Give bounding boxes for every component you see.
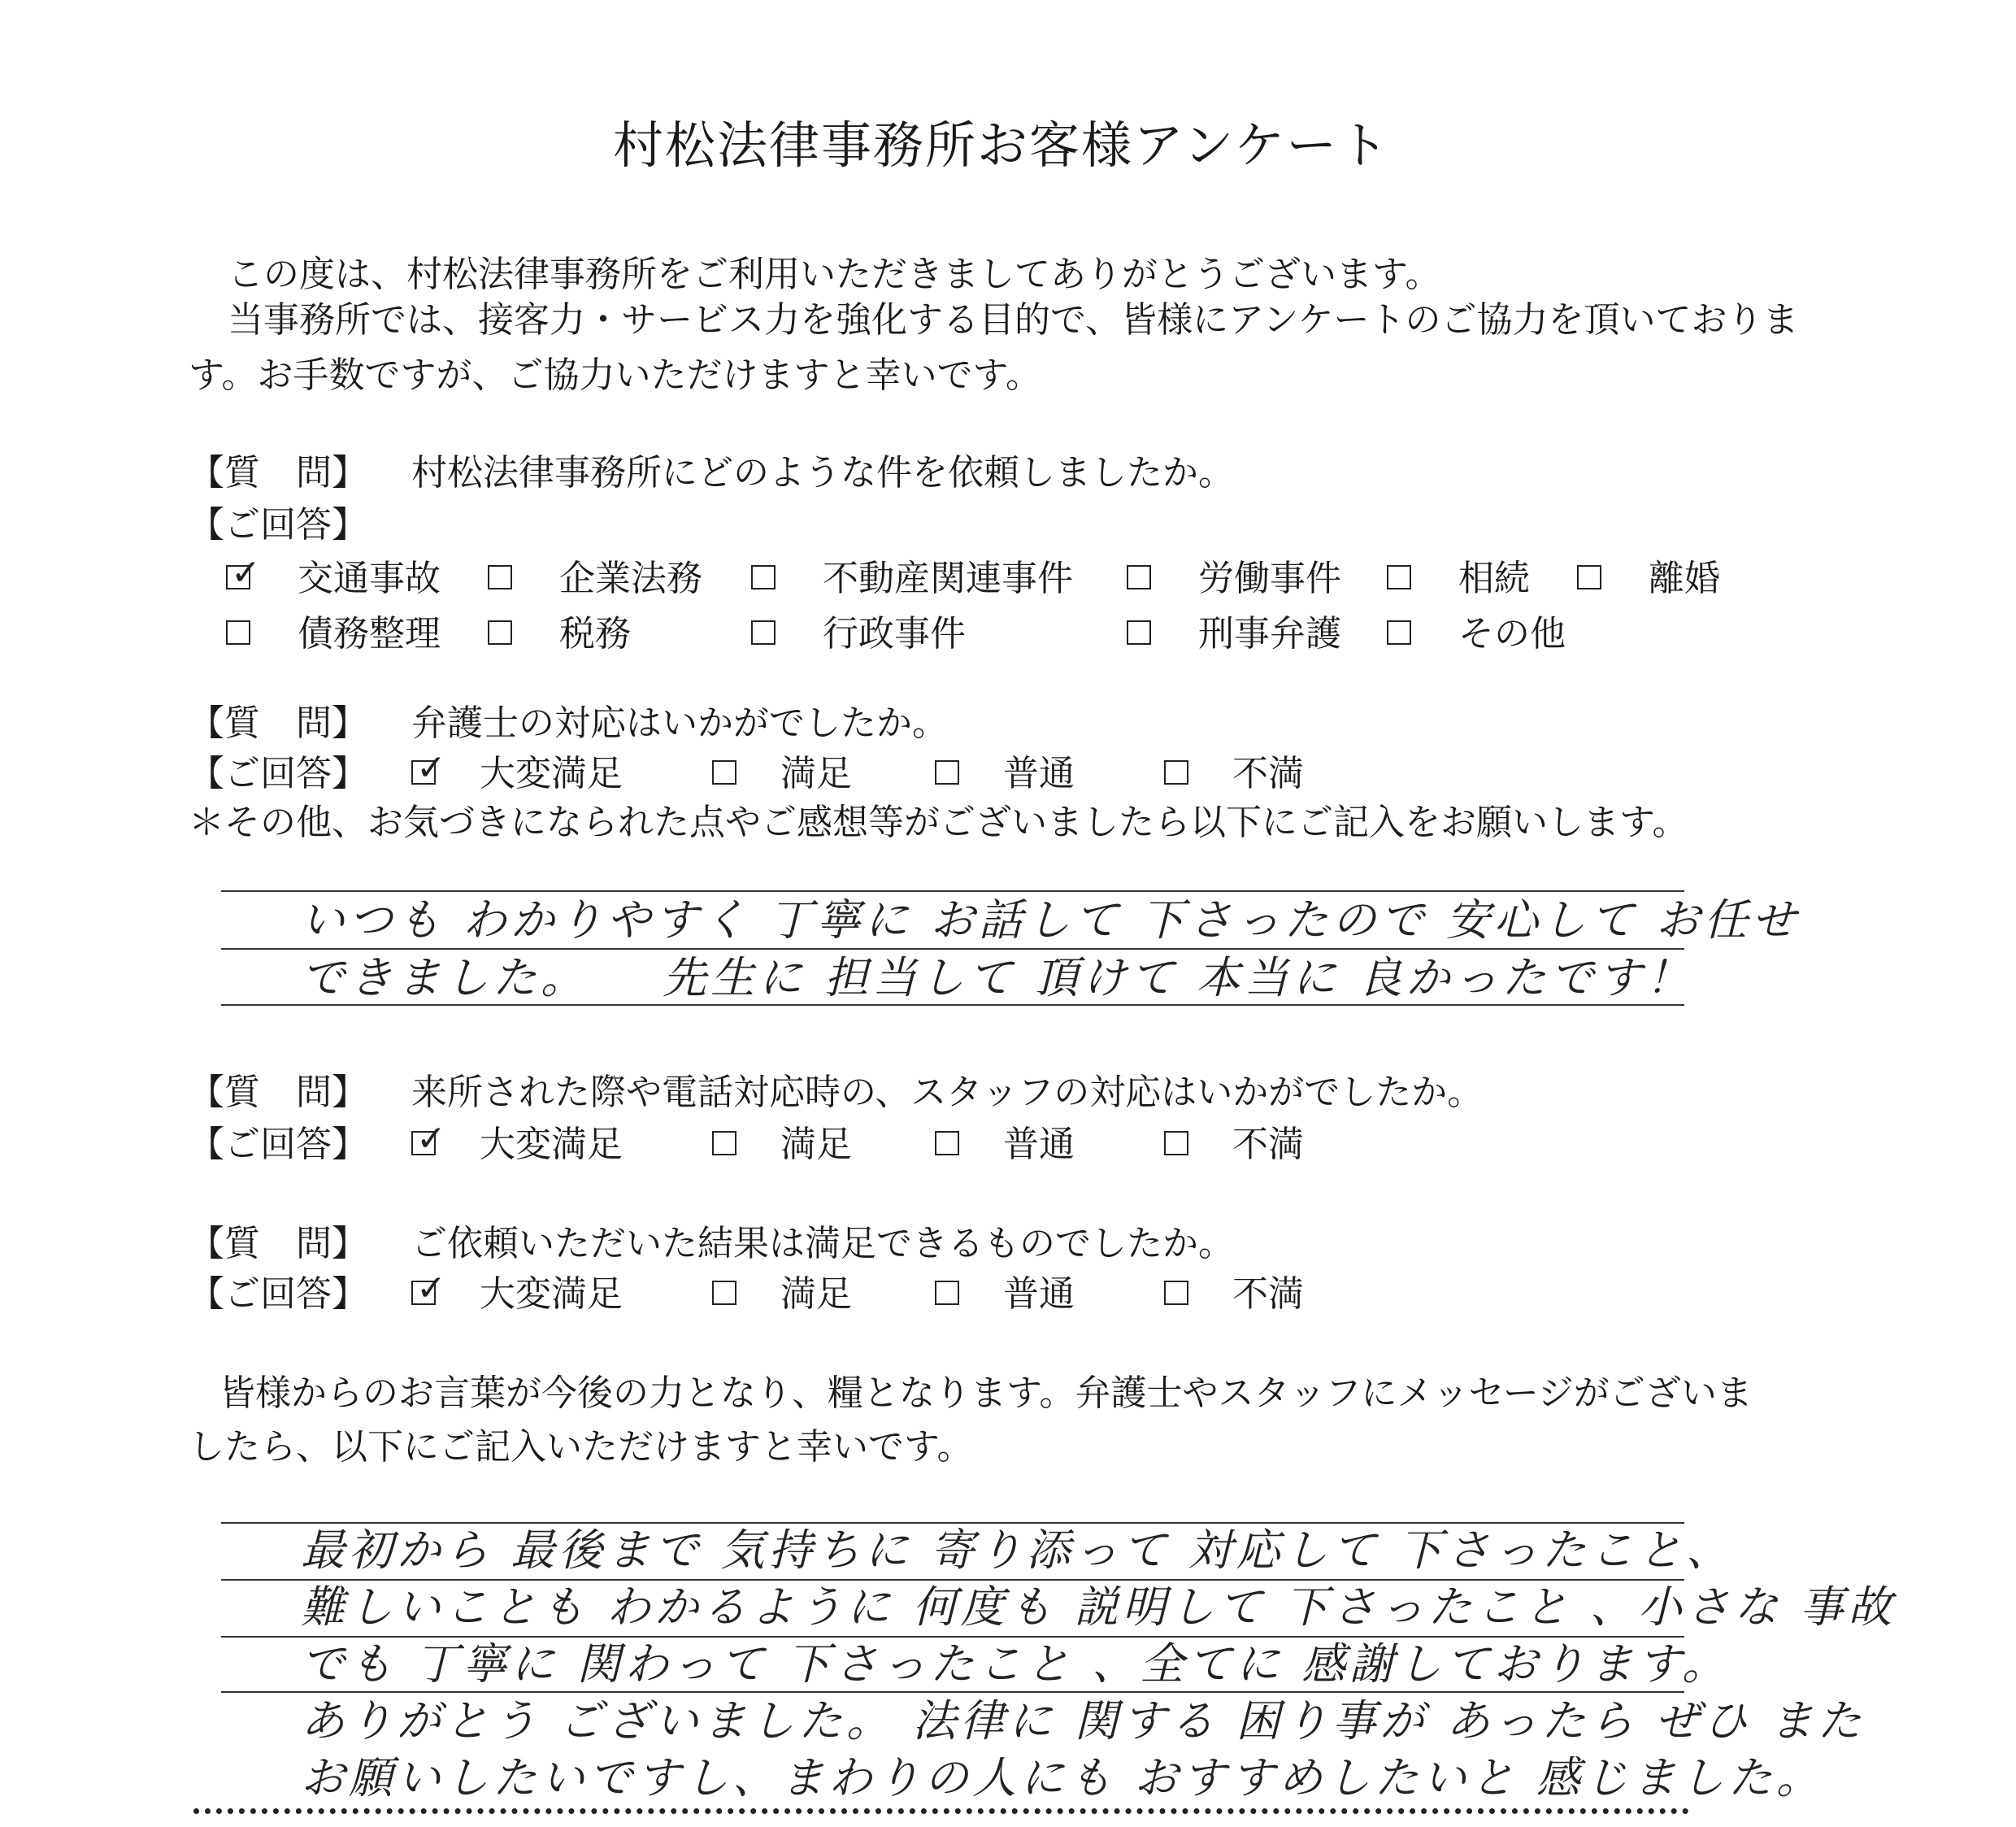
message-rule-2 — [221, 1579, 1684, 1581]
checkmark-icon: ✓ — [231, 552, 261, 594]
checkbox[interactable] — [935, 760, 959, 785]
option-label: 刑事弁護 — [1198, 613, 1341, 655]
checkbox[interactable] — [1164, 1131, 1188, 1155]
message-line-5: お願いしたいですし、まわりの人にも おすすめしたいと 感じました。 — [301, 1752, 1824, 1803]
option-label: 税務 — [559, 613, 631, 655]
q3-question-label: 【質 問】 — [189, 1072, 367, 1113]
checkmark-icon: ✓ — [416, 747, 446, 789]
q1-question-label: 【質 問】 — [189, 452, 367, 494]
option-label: 大変満足 — [480, 1273, 623, 1315]
checkbox[interactable] — [935, 1131, 959, 1155]
comment-rule-3 — [221, 1004, 1684, 1006]
checkbox[interactable] — [488, 620, 512, 645]
message-line-4: ありがとう ございました。 法律に 関する 困り事が あったら ぜひ また — [301, 1695, 1866, 1747]
comment-line-2: できました。 先生に 担当して 頂けて 本当に 良かったです！ — [301, 952, 1694, 1003]
option-label: 不動産関連事件 — [823, 558, 1073, 599]
checkbox[interactable] — [1164, 760, 1188, 785]
checkbox[interactable] — [712, 1131, 736, 1155]
q1-question-text: 村松法律事務所にどのような件を依頼しましたか。 — [411, 452, 1234, 494]
option-label: 大変満足 — [480, 753, 623, 794]
option-label: 交通事故 — [298, 558, 441, 599]
message-rule-1 — [221, 1522, 1684, 1524]
checkbox[interactable] — [411, 1118, 446, 1159]
checkbox[interactable] — [226, 552, 261, 594]
option-label: 債務整理 — [298, 613, 441, 655]
checkbox[interactable] — [1127, 620, 1151, 645]
option-label: 相続 — [1458, 558, 1530, 599]
option-label: 普通 — [1003, 753, 1075, 794]
closing-line-1: 皆様からのお言葉が今後の力となり、糧となります。弁護士やスタッフにメッセージがございま — [219, 1372, 1753, 1414]
option-label: 不満 — [1232, 753, 1304, 794]
comment-rule-2 — [221, 948, 1684, 950]
checkbox[interactable] — [712, 760, 736, 785]
option-label: 大変満足 — [480, 1124, 623, 1165]
option-label: 満足 — [780, 753, 852, 794]
q2-note: ＊その他、お気づきになられた点やご感想等がございましたら以下にご記入をお願いします。 — [189, 802, 1688, 843]
message-rule-4 — [221, 1691, 1684, 1693]
option-label: 満足 — [780, 1124, 852, 1165]
option-label: 企業法務 — [559, 558, 702, 599]
q3-question-text: 来所された際や電話対応時の、スタッフの対応はいかがでしたか。 — [411, 1072, 1484, 1113]
checkbox[interactable] — [751, 620, 776, 645]
checkbox[interactable] — [1577, 565, 1601, 589]
comment-line-1: いつも わかりやすく 丁寧に お話して 下さったので 安心して お任せ — [301, 894, 1800, 946]
checkbox[interactable] — [1127, 565, 1151, 589]
q2-question-label: 【質 問】 — [189, 703, 367, 744]
q2-answer-label: 【ご回答】 — [189, 753, 367, 794]
option-label: 労働事件 — [1198, 558, 1341, 599]
message-line-2: 難しいことも わかるように 何度も 説明して 下さったこと 、小さな 事故 — [301, 1581, 1896, 1633]
message-line-3: でも 丁寧に 関わって 下さったこと 、全てに 感謝しております。 — [301, 1638, 1730, 1690]
q4-question-text: ご依頼いただいた結果は満足できるものでしたか。 — [411, 1223, 1234, 1264]
option-label: 普通 — [1003, 1124, 1075, 1165]
checkbox[interactable] — [1387, 565, 1411, 589]
checkbox[interactable] — [226, 620, 250, 645]
option-label: 離婚 — [1649, 558, 1720, 599]
checkbox[interactable] — [935, 1281, 959, 1305]
q1-answer-label: 【ご回答】 — [189, 504, 367, 546]
checkbox[interactable] — [1164, 1281, 1188, 1305]
comment-rule-1 — [221, 890, 1684, 892]
checkbox[interactable] — [1387, 620, 1411, 645]
checkbox[interactable] — [411, 1268, 446, 1309]
intro-line-3: す。お手数ですが、ご協力いただけますと幸いです。 — [189, 355, 1041, 396]
q4-answer-label: 【ご回答】 — [189, 1273, 367, 1315]
closing-line-2: したら、以下にご記入いただけますと幸いです。 — [189, 1426, 973, 1468]
message-line-1: 最初から 最後まで 気持ちに 寄り添って 対応して 下さったこと、 — [301, 1525, 1734, 1576]
page-title: 村松法律事務所お客様アンケート — [613, 115, 1391, 175]
q4-question-label: 【質 問】 — [189, 1223, 367, 1264]
checkmark-icon: ✓ — [416, 1268, 446, 1309]
checkbox[interactable] — [751, 565, 776, 589]
q3-answer-label: 【ご回答】 — [189, 1124, 367, 1165]
checkbox[interactable] — [712, 1281, 736, 1305]
option-label: 満足 — [780, 1273, 852, 1315]
option-label: 不満 — [1232, 1273, 1304, 1315]
option-label: その他 — [1458, 613, 1566, 655]
intro-line-1: この度は、村松法律事務所をご利用いただきましてありがとうございます。 — [228, 254, 1441, 295]
q2-question-text: 弁護士の対応はいかがでしたか。 — [411, 703, 948, 744]
option-label: 不満 — [1232, 1124, 1304, 1165]
intro-line-2: 当事務所では、接客力・サービス力を強化する目的で、皆様にアンケートのご協力を頂いておりま — [228, 299, 1799, 341]
message-rule-3 — [221, 1636, 1684, 1638]
option-label: 行政事件 — [823, 613, 966, 655]
checkbox[interactable] — [411, 747, 446, 789]
option-label: 普通 — [1003, 1273, 1075, 1315]
checkmark-icon: ✓ — [416, 1118, 446, 1159]
dotted-border — [193, 1808, 1689, 1814]
checkbox[interactable] — [488, 565, 512, 589]
